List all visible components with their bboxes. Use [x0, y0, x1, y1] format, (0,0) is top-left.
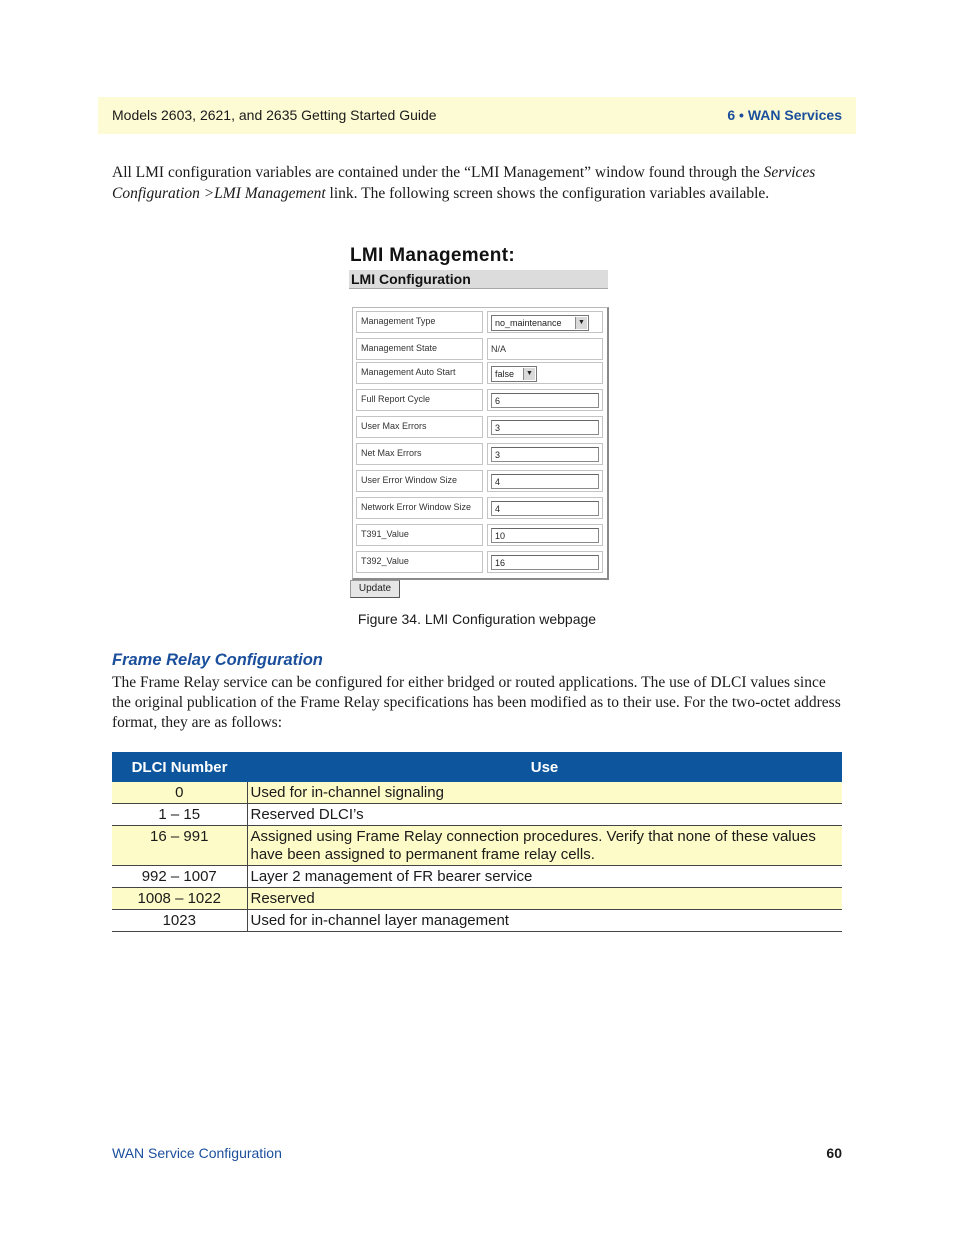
row-net-max-errors: [356, 443, 603, 467]
dlci-cell: 1023: [112, 910, 247, 932]
use-cell: Reserved DLCI’s: [247, 804, 842, 826]
field-label: Net Max Errors: [356, 443, 483, 465]
table-row: [112, 804, 842, 826]
full-report-cycle-input[interactable]: 6: [491, 393, 599, 408]
dlci-cell: 992 – 1007: [112, 866, 247, 888]
t392-value-input[interactable]: 16: [491, 555, 599, 570]
intro-paragraph: [112, 162, 842, 204]
use-cell: Layer 2 management of FR bearer service: [247, 866, 842, 888]
use-cell: Used for in-channel signaling: [247, 782, 842, 804]
row-network-error-window-size: [356, 497, 603, 521]
table-row: [112, 910, 842, 932]
intro-text-2: link. The following screen shows the configuration variables available.: [325, 185, 770, 202]
intro-link-path: Services Configuration >LMI Management: [112, 164, 816, 202]
dlci-cell: 16 – 991: [112, 826, 247, 866]
field-cell: [487, 443, 603, 465]
row-t391-value: [356, 524, 603, 548]
dlci-table: [112, 752, 842, 932]
footer-section-name: WAN Service Configuration: [112, 1145, 282, 1161]
table-row: [112, 866, 842, 888]
column-header-dlci: DLCI Number: [112, 752, 247, 782]
row-user-error-window-size: [356, 470, 603, 494]
section-heading: Frame Relay Configuration: [112, 651, 323, 669]
field-label: T391_Value: [356, 524, 483, 546]
table-header-row: [112, 752, 842, 782]
dlci-cell: 1008 – 1022: [112, 888, 247, 910]
screenshot-title: LMI Management:: [350, 245, 515, 266]
dlci-cell: 0: [112, 782, 247, 804]
auto-start-select[interactable]: [491, 366, 537, 382]
dlci-cell: 1 – 15: [112, 804, 247, 826]
management-type-select[interactable]: [491, 315, 589, 331]
field-cell: [487, 416, 603, 438]
chevron-down-icon: ▼: [575, 317, 587, 329]
row-user-max-errors: [356, 416, 603, 440]
row-full-report-cycle: [356, 389, 603, 413]
net-max-errors-input[interactable]: 3: [491, 447, 599, 462]
figure-caption: Figure 34. LMI Configuration webpage: [357, 611, 597, 627]
page-header: [98, 97, 856, 134]
network-error-window-size-input[interactable]: 4: [491, 501, 599, 516]
column-header-use: Use: [247, 752, 842, 782]
field-label: Full Report Cycle: [356, 389, 483, 411]
field-cell: [487, 311, 603, 333]
management-state-value: N/A: [491, 344, 507, 354]
chevron-down-icon: ▼: [523, 368, 535, 380]
field-label: Network Error Window Size: [356, 497, 483, 519]
guide-title: Models 2603, 2621, and 2635 Getting Started Guide: [112, 107, 437, 123]
user-max-errors-input[interactable]: 3: [491, 420, 599, 435]
table-row: [112, 826, 842, 866]
chapter-title: 6 • WAN Services: [727, 107, 842, 123]
section-paragraph: The Frame Relay service can be configured for either bridged or routed applications. The use of DLCI values since the original publication of the Frame Relay specifications has been modified as to their use. For the two-octet address format, they are as follows:: [112, 674, 841, 731]
intro-text-1: All LMI configuration variables are contained under the “LMI Management” window found through the: [112, 164, 764, 181]
field-label: T392_Value: [356, 551, 483, 573]
table-row: [112, 782, 842, 804]
row-management-state: [356, 338, 603, 362]
use-cell: Used for in-channel layer management: [247, 910, 842, 932]
field-label: Management Auto Start: [356, 362, 483, 384]
field-cell: [487, 524, 603, 546]
field-label: Management Type: [356, 311, 483, 333]
table-row: [112, 888, 842, 910]
use-cell: Reserved: [247, 888, 842, 910]
use-cell: Assigned using Frame Relay connection procedures. Verify that none of these values have been assigned to permanent frame relay cells.: [247, 826, 842, 866]
field-cell: [487, 551, 603, 573]
select-value: no_maintenance: [495, 318, 562, 328]
field-cell: [487, 497, 603, 519]
screenshot-subtitle: LMI Configuration: [349, 270, 608, 289]
field-cell: [487, 389, 603, 411]
field-cell: [487, 470, 603, 492]
field-cell: [487, 338, 603, 360]
field-label: User Error Window Size: [356, 470, 483, 492]
field-label: User Max Errors: [356, 416, 483, 438]
row-management-auto-start: [356, 362, 603, 386]
field-cell: [487, 362, 603, 384]
lmi-config-form: [352, 307, 609, 580]
row-management-type: [356, 311, 603, 335]
select-value: false: [495, 369, 515, 379]
field-label: Management State: [356, 338, 483, 360]
user-error-window-size-input[interactable]: 4: [491, 474, 599, 489]
page-number: 60: [826, 1145, 842, 1161]
row-t392-value: [356, 551, 603, 575]
lmi-screenshot: [348, 244, 610, 600]
update-button[interactable]: Update: [350, 580, 400, 598]
t391-value-input[interactable]: 10: [491, 528, 599, 543]
